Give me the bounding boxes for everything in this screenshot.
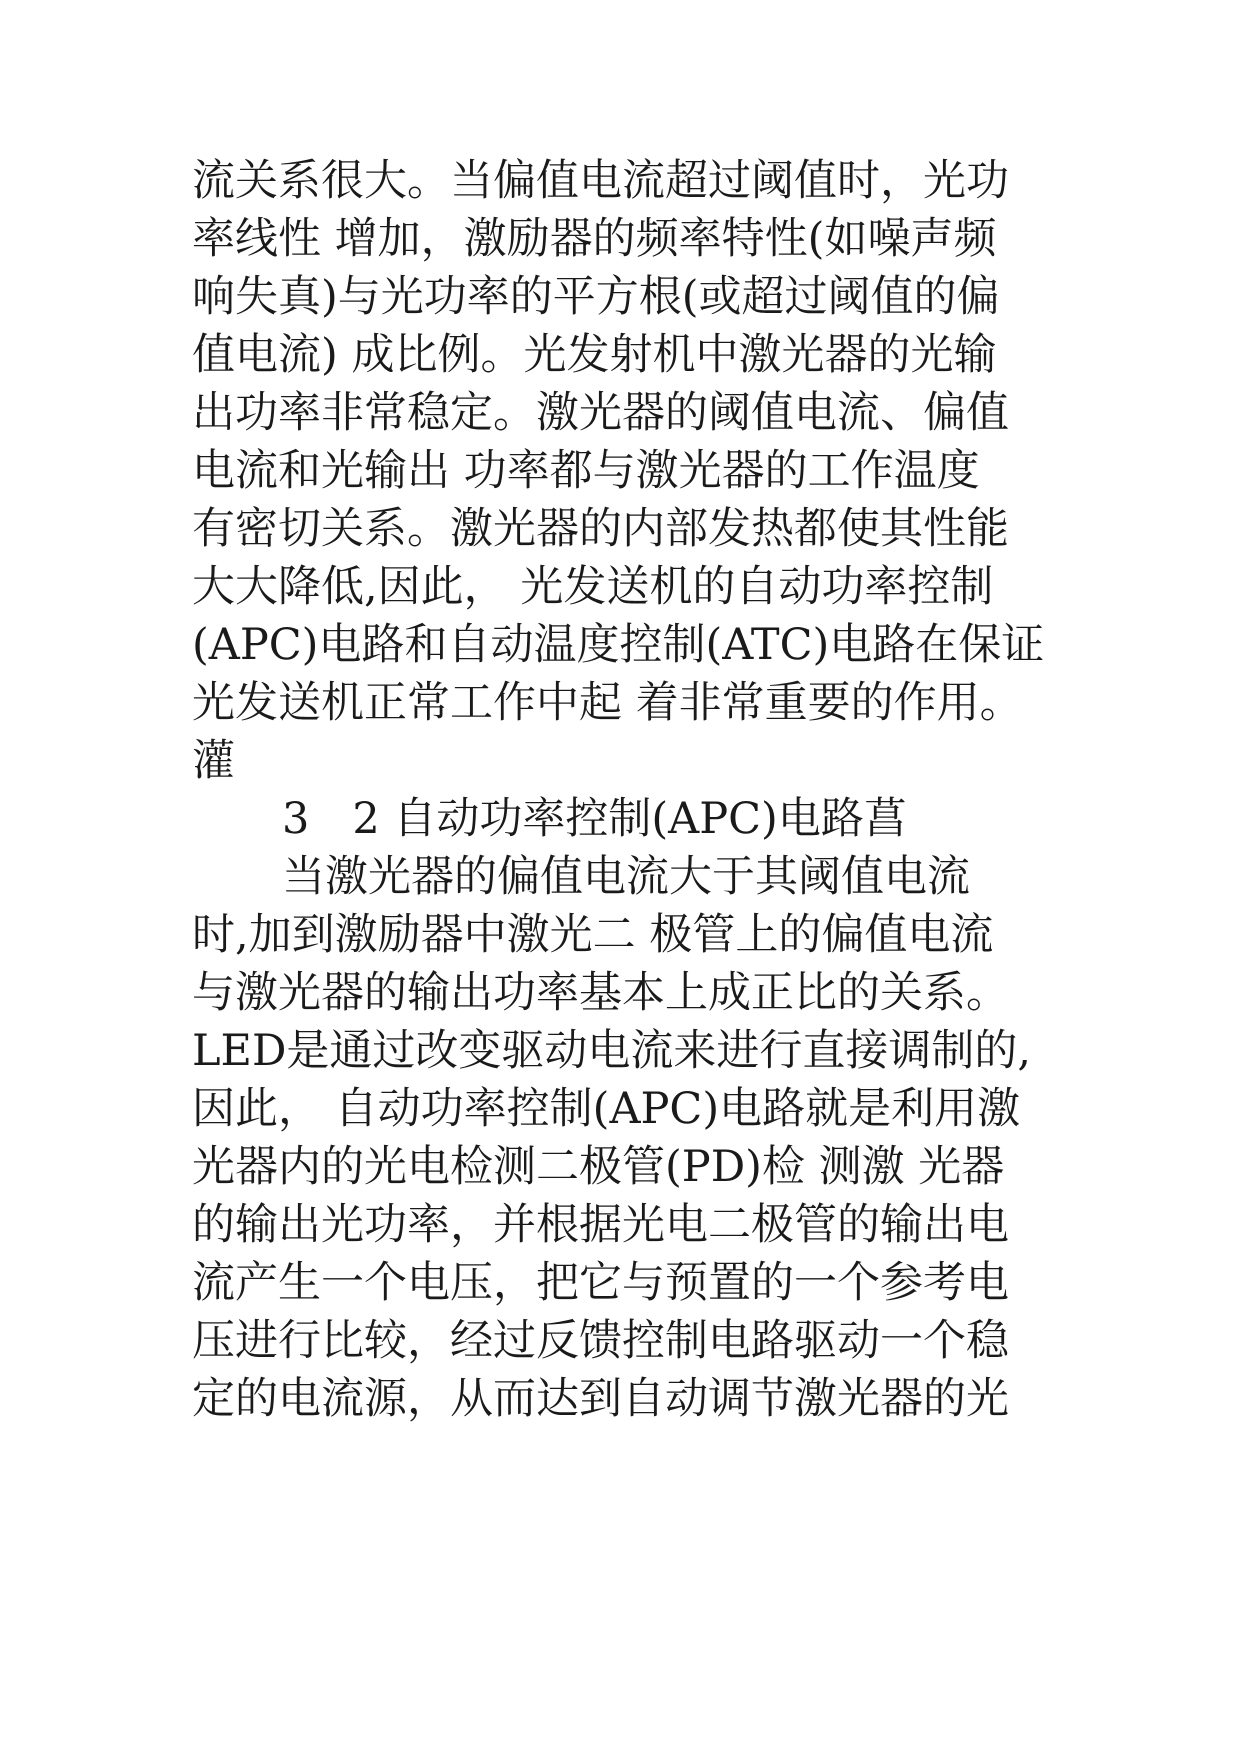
text-line: 响失真)与光功率的平方根(或超过阈值的偏 [192, 272, 1000, 322]
paragraph-first-line: 当激光器的偏值电流大于其阈值电流 [282, 852, 970, 902]
text-line: 时,加到激励器中激光二 极管上的偏值电流 [192, 910, 994, 960]
text-line: 出功率非常稳定。激光器的阈值电流、偏值 [192, 388, 1009, 438]
text-line: 流关系很大。当偏值电流超过阈值时，光功 [192, 156, 1009, 206]
section-heading: 3 2 自动功率控制(APC)电路菖 [282, 794, 907, 844]
text-line: (APC)电路和自动温度控制(ATC)电路在保证 [192, 620, 1045, 670]
text-line: 因此， 自动功率控制(APC)电路就是利用激 [192, 1084, 1021, 1134]
text-line: 光发送机正常工作中起 着非常重要的作用。 [192, 678, 1023, 728]
text-line: 电流和光输出 功率都与激光器的工作温度 [192, 446, 980, 496]
text-line: 流产生一个电压，把它与预置的一个参考电 [192, 1258, 1009, 1308]
text-line: 的输出光功率，并根据光电二极管的输出电 [192, 1200, 1009, 1250]
text-line: 值电流) 成比例。光发射机中激光器的光输 [192, 330, 997, 380]
text-line: 与激光器的输出功率基本上成正比的关系。 [192, 968, 1009, 1018]
text-line: 定的电流源，从而达到自动调节激光器的光 [192, 1374, 1009, 1424]
text-line: 光器内的光电检测二极管(PD)检 测激 光器 [192, 1142, 1005, 1192]
text-line: 率线性 增加，激励器的频率特性(如噪声频 [192, 214, 997, 264]
body-text [192, 152, 1092, 1428]
text-line: LED是通过改变驱动电流来进行直接调制的, [192, 1026, 1032, 1076]
text-line: 有密切关系。激光器的内部发热都使其性能 [192, 504, 1009, 554]
text-line: 压进行比较，经过反馈控制电路驱动一个稳 [192, 1316, 1009, 1366]
text-line: 灌 [192, 736, 235, 786]
text-line: 大大降低,因此， 光发送机的自动功率控制 [192, 562, 994, 612]
